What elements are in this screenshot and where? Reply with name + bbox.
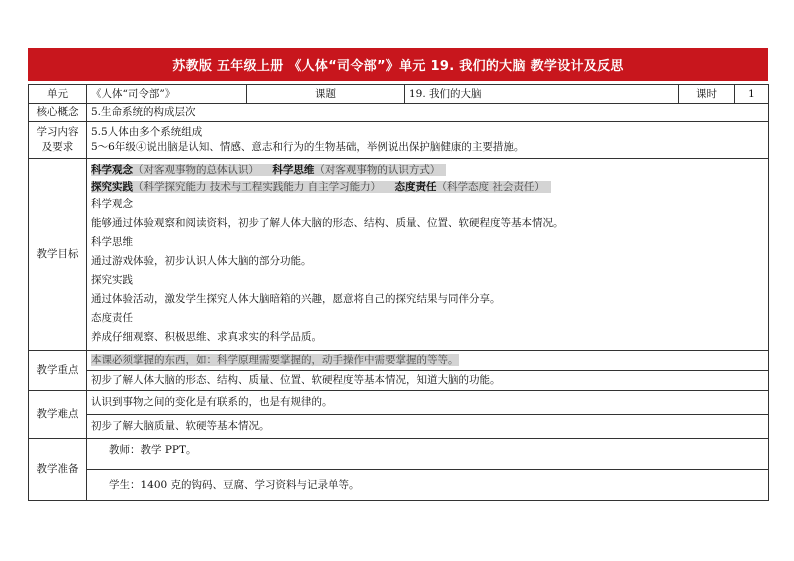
content-label-line1: 学习内容 <box>36 126 79 138</box>
hours-label: 课时 <box>679 85 735 104</box>
info-row <box>29 85 769 104</box>
core-concept-label: 核心概念 <box>29 104 87 122</box>
content-requirements-row <box>29 122 769 159</box>
key-points-value: 初步了解人体大脑的形态、结构、质量、位置、软硬程度等基本情况，知道大脑的功能。 <box>87 371 769 391</box>
objective-item: 态度责任 <box>91 311 133 324</box>
literacy-key-inquiry-practice: 探究实践 <box>91 180 133 193</box>
literacy-line-1 <box>91 163 764 178</box>
key-points-row-2 <box>29 371 769 391</box>
literacy-line-2-highlight <box>91 181 551 193</box>
objective-item: 养成仔细观察、积极思维、求真求实的科学品质。 <box>91 330 322 343</box>
key-points-row-1 <box>29 351 769 371</box>
content-label-line2: 及要求 <box>41 141 74 153</box>
objective-item: 探究实践 <box>91 273 133 286</box>
difficulties-row-2 <box>29 415 769 439</box>
literacy-line-1-highlight <box>91 164 446 176</box>
objective-item: 科学观念 <box>91 197 133 210</box>
literacy-desc-1: （对客观事物的总体认识） <box>133 163 259 176</box>
topic-label: 课题 <box>247 85 405 104</box>
difficulties-label: 教学难点 <box>29 391 87 439</box>
key-points-hint-text: 本课必须掌握的东西，如：科学原理需要掌握的，动手操作中需要掌握的等等。 <box>91 354 459 366</box>
difficulties-line-1: 认识到事物之间的变化是有联系的，也是有规律的。 <box>87 391 769 415</box>
objectives-value <box>87 159 769 351</box>
document-title: 苏教版 五年级上册 《人体“司令部”》单元 19. 我们的大脑 教学设计及反思 <box>172 59 624 74</box>
hours-value: 1 <box>735 85 769 104</box>
unit-value: 《人体“司令部”》 <box>87 85 247 104</box>
literacy-desc-4: （科学态度 社会责任） <box>436 180 545 193</box>
preparation-label: 教学准备 <box>29 439 87 501</box>
content-requirements-value <box>87 122 769 159</box>
preparation-teacher: 教师：教学 PPT。 <box>87 439 769 470</box>
lesson-plan-table <box>28 84 769 501</box>
unit-label: 单元 <box>29 85 87 104</box>
objective-item: 科学思维 <box>91 235 133 248</box>
literacy-line-2 <box>91 180 764 195</box>
difficulties-line-2: 初步了解大脑质量、软硬等基本情况。 <box>87 415 769 439</box>
document-title-banner <box>28 48 768 81</box>
objective-item: 能够通过体验观察和阅读资料，初步了解人体大脑的形态、结构、质量、位置、软硬程度等基本情况。 <box>91 216 564 229</box>
content-line-1: 5.5人体由多个系统组成 <box>91 126 203 138</box>
preparation-student: 学生：1400 克的钩码、豆腐、学习资料与记录单等。 <box>87 470 769 501</box>
objectives-row <box>29 159 769 351</box>
literacy-key-science-concept: 科学观念 <box>91 163 133 176</box>
literacy-desc-3: （科学探究能力 技术与工程实践能力 自主学习能力） <box>133 180 382 193</box>
key-points-hint <box>87 351 769 371</box>
objective-item: 通过体验活动，激发学生探究人体大脑暗箱的兴趣，愿意将自己的探究结果与同伴分享。 <box>91 292 501 305</box>
topic-value: 19. 我们的大脑 <box>405 85 679 104</box>
literacy-key-science-thinking: 科学思维 <box>272 163 315 176</box>
core-concept-row <box>29 104 769 122</box>
preparation-row-1 <box>29 439 769 470</box>
objective-item: 通过游戏体验，初步认识人体大脑的部分功能。 <box>91 254 312 267</box>
content-line-2: 5～6年级④说出脑是认知、情感、意志和行为的生物基础，举例说出保护脑健康的主要措施。 <box>91 141 525 153</box>
difficulties-row-1 <box>29 391 769 415</box>
literacy-key-attitude-responsibility: 态度责任 <box>394 180 437 193</box>
objectives-label: 教学目标 <box>29 159 87 351</box>
literacy-desc-2: （对客观事物的认识方式） <box>314 163 441 176</box>
preparation-row-2 <box>29 470 769 501</box>
key-points-label: 教学重点 <box>29 351 87 391</box>
content-requirements-label <box>29 122 87 159</box>
core-concept-value: 5.生命系统的构成层次 <box>87 104 769 122</box>
